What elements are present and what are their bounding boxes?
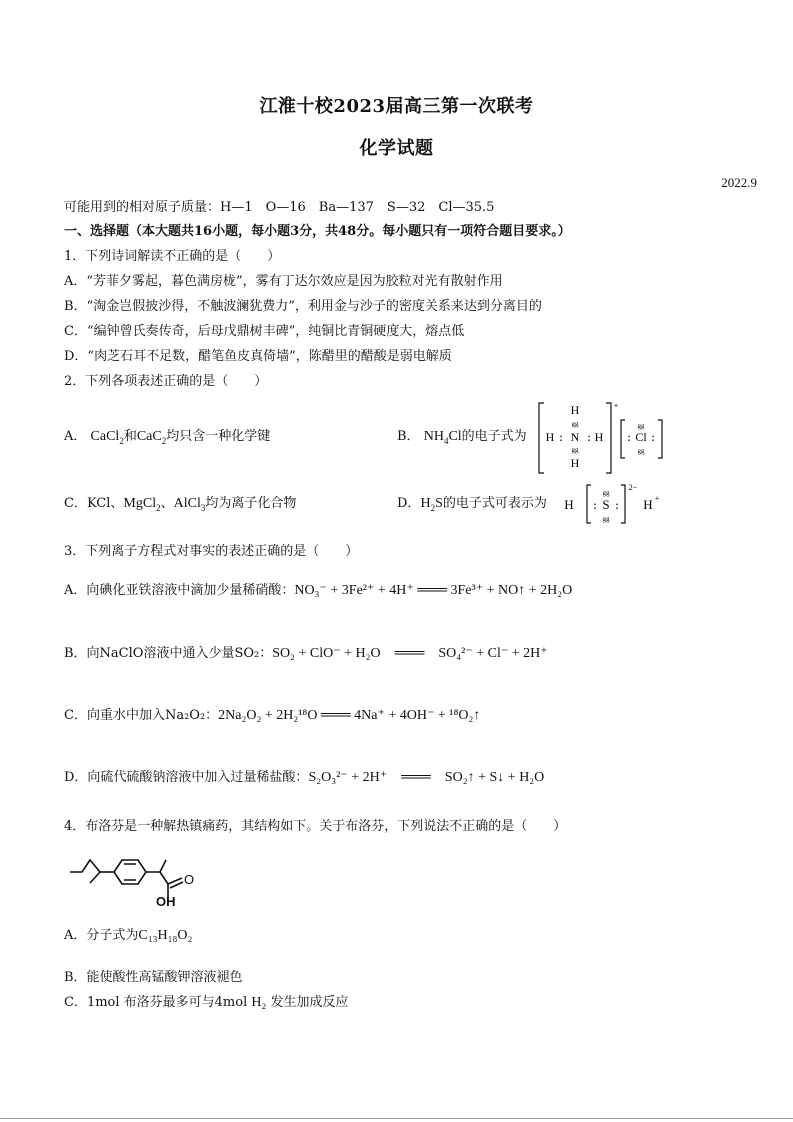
q4-option-b: B．能使酸性高锰酸钾溶液褪色: [64, 970, 243, 985]
nh4-h-bottom: H: [570, 456, 580, 470]
q2-d-suffix: 的电子式可表示为: [442, 496, 547, 511]
q1-stem: 1．下列诗词解读不正确的是（ ）: [64, 249, 281, 264]
q4-c-formula: H₂: [251, 995, 267, 1010]
nh4cl-electron-formula: [536, 400, 666, 476]
s-symbol: S: [602, 497, 610, 512]
q2-b-suffix: 的电子式为: [461, 429, 527, 444]
hydroxyl-oh-label: OH: [156, 894, 176, 908]
q4-a-formula: C₁₃H₁₈O₂: [138, 928, 193, 943]
h2s-h-left: H: [564, 497, 574, 512]
s-colon-right: :: [614, 498, 620, 512]
q3-option-b: [64, 645, 548, 663]
h2s-h-right-charge: +: [654, 494, 660, 503]
q1-option-a: A．“芳菲夕雾起，暮色满房栊”，雾有丁达尔效应是因为胶粒对光有散射作用: [64, 274, 503, 289]
q1-option-c: C．“编钟曾氏奏传奇，后母戊鼎树丰碑”，纯铜比青铜硬度大，熔点低: [64, 324, 465, 339]
q2-a-f2-sub: 2: [161, 435, 167, 446]
q4-c-suffix: 发生加成反应: [270, 995, 349, 1010]
nh4-dots-top: gg: [571, 420, 579, 428]
h2s-h-right: H: [643, 497, 653, 512]
atomic-masses: 可能用到的相对原子质量：H—1 O—16 Ba—137 S—32 Cl—35.5: [64, 200, 495, 215]
q2-b-formula-text: NH: [423, 429, 444, 444]
q2-option-b: [397, 428, 527, 446]
q3-d-text: D．向硫代硫酸钠溶液中加入过量稀盐酸：: [64, 770, 309, 785]
q3-a-text: A．向碘化亚铁溶液中滴加少量稀硝酸：: [64, 583, 295, 598]
q4-option-a: [64, 927, 192, 945]
q4-c-text: C．1mol 布洛芬最多可与4mol: [64, 995, 248, 1010]
q3-option-a: [64, 582, 572, 600]
q2-b-formula-tail: Cl: [448, 429, 462, 444]
q2-c-f2-sub: 3: [200, 502, 206, 513]
q2-b-formula: [424, 429, 462, 444]
q2-a-f1-text: CaCl: [90, 429, 120, 444]
q2-d-formula: [420, 496, 442, 511]
q2-option-c: [64, 495, 296, 513]
cl-colon-left: :: [626, 430, 632, 444]
q2-a-mid: 和: [123, 429, 137, 444]
cl-dots-top: gg: [637, 422, 645, 430]
s-colon-left: :: [592, 498, 598, 512]
q2-d-formula-text: H: [420, 496, 431, 511]
q3-c-equation: 2Na₂O₂ + 2H₂¹⁸O ═══ 4Na⁺ + 4OH⁻ + ¹⁸O₂↑: [218, 708, 481, 723]
q4-a-text: A．分子式为: [64, 928, 139, 943]
s-dots-top: gg: [602, 489, 610, 497]
q3-b-equation: SO₂ + ClO⁻ + H₂O ═══ SO₄²⁻ + Cl⁻ + 2H⁺: [272, 646, 548, 661]
nh4-h-right: H: [594, 430, 604, 444]
q2-b-prefix: B．: [397, 429, 420, 444]
q1-option-b: B．“淘金岂假披沙得，不触波澜犹费力”，利用金与沙子的密度关系来达到分离目的: [64, 299, 542, 314]
nh4-charge: +: [613, 401, 619, 410]
page-bottom-rule: [0, 1118, 793, 1119]
nh4-colon-right: :: [586, 430, 592, 444]
q2-d-formula-tail: S: [435, 496, 443, 511]
section-heading: 一、选择题（本大题共16小题，每小题3分，共48分。每小题只有一项符合题目要求。）: [64, 224, 571, 239]
ibuprofen-structure: [66, 842, 206, 908]
q2-d-formula-sub: 2: [430, 502, 436, 513]
q2-stem: 2．下列各项表述正确的是（ ）: [64, 374, 268, 389]
q2-c-f2-text: AlCl: [173, 496, 201, 511]
nh4-h-top: H: [570, 403, 580, 417]
cl-colon-right: :: [650, 430, 656, 444]
q2-a-formula1: [91, 429, 124, 444]
q3-option-d: [64, 769, 544, 787]
q2-c-formula1: [123, 496, 160, 511]
q3-a-equation: NO₃⁻ + 3Fe²⁺ + 4H⁺ ═══ 3Fe³⁺ + NO↑ + 2H₂O: [294, 583, 573, 598]
s-charge: 2−: [628, 483, 638, 492]
nh4-colon-left: :: [558, 430, 564, 444]
q2-a-prefix: A．: [64, 429, 87, 444]
q2-option-a: [64, 428, 270, 446]
q1-option-d: D．“肉芝石耳不足数，醋笔鱼皮真倚墙”，陈醋里的醋酸是弱电解质: [64, 349, 452, 364]
carbonyl-o-label: O: [184, 872, 195, 887]
q3-option-c: [64, 707, 480, 725]
q2-option-d: [397, 495, 547, 513]
q3-b-text: B．向NaClO溶液中通入少量SO₂：: [64, 646, 273, 661]
q3-c-text: C．向重水中加入Na₂O₂：: [64, 708, 219, 723]
s-dots-bottom: gg: [602, 515, 610, 523]
exam-title: 江淮十校2023届高三第一次联考: [259, 96, 534, 117]
q2-c-f1-text: MgCl: [123, 496, 157, 511]
cl-dots-bottom: gg: [637, 447, 645, 455]
cl-symbol: Cl: [635, 430, 647, 444]
q4-option-c: [64, 994, 349, 1012]
q3-d-equation: S₂O₃²⁻ + 2H⁺ ═══ SO₂↑ + S↓ + H₂O: [308, 770, 545, 785]
subject-title: 化学试题: [359, 138, 434, 159]
exam-date: 2022.9: [721, 175, 757, 190]
q2-a-f1-sub: 2: [119, 435, 124, 446]
q2-c-formula2: [174, 496, 206, 511]
q2-a-suffix: 均只含一种化学键: [166, 429, 271, 444]
q2-a-f2-text: CaC: [136, 429, 162, 444]
q3-stem: 3．下列离子方程式对事实的表述正确的是（ ）: [64, 544, 359, 559]
nh4-h-left: H: [545, 430, 555, 444]
q2-c-suffix: 均为离子化合物: [205, 496, 297, 511]
h2s-electron-formula: [563, 482, 663, 526]
q2-c-f1-sub: 2: [156, 502, 161, 513]
q2-b-formula-sub: 4: [443, 435, 449, 446]
q2-c-sep: 、: [160, 496, 174, 511]
nh4-dots-bottom: gg: [571, 446, 579, 454]
nh4-n: N: [570, 430, 580, 444]
q4-stem: 4．布洛芬是一种解热镇痛药，其结构如下。关于布洛芬，下列说法不正确的是（ ）: [64, 819, 567, 834]
q2-a-formula2: [137, 429, 166, 444]
q2-d-prefix: D．: [397, 496, 421, 511]
q2-c-text: C．KCl、: [64, 496, 124, 511]
